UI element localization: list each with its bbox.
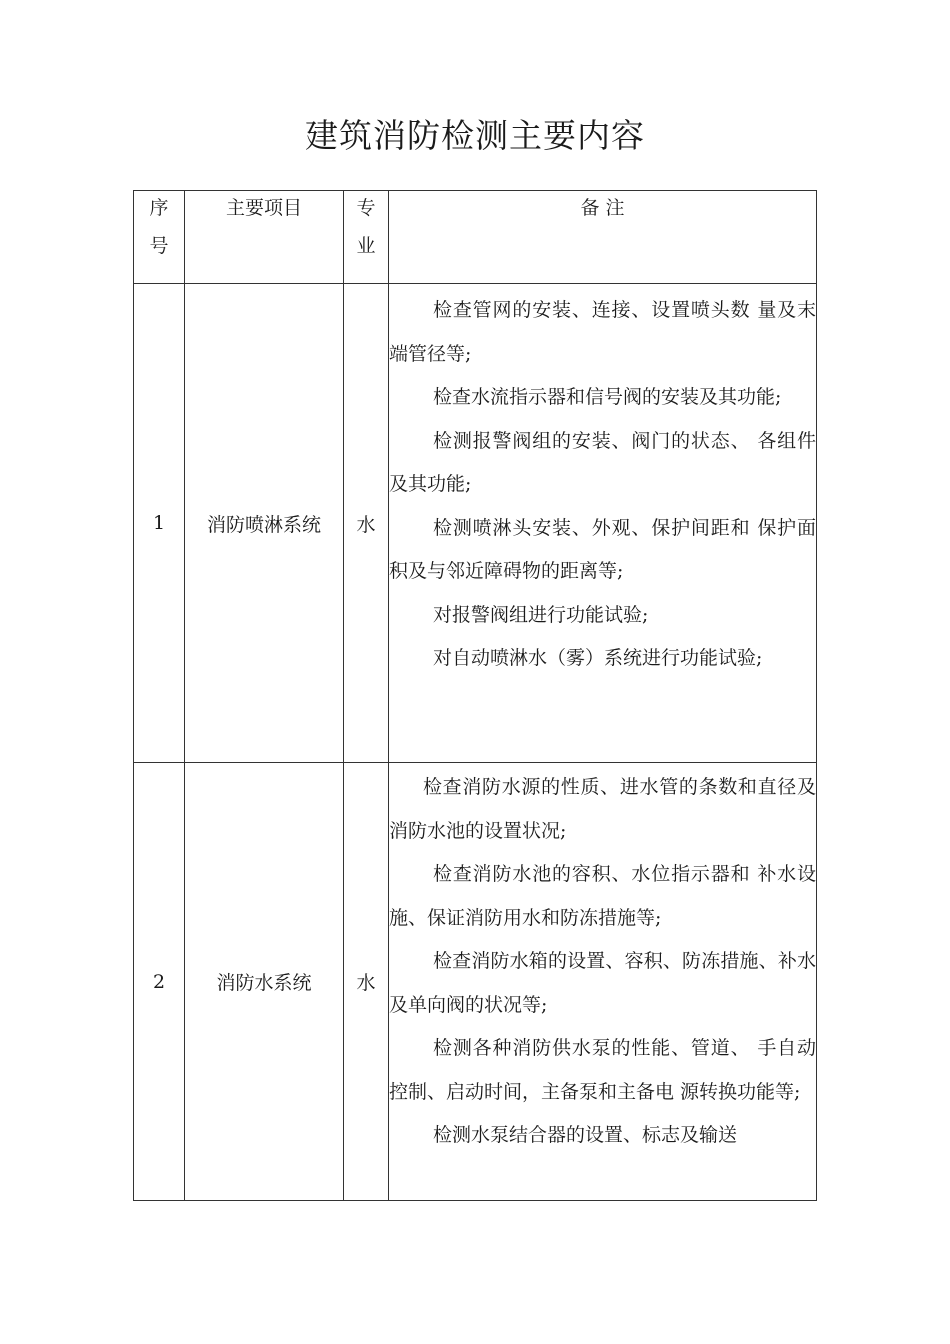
row-index: 1 [134, 284, 185, 763]
table-header-row [134, 191, 817, 284]
row-notes [389, 763, 817, 1201]
note-paragraph: 对自动喷淋水（雾）系统进行功能试验; [433, 647, 763, 669]
row-major: 水 [344, 284, 389, 763]
header-index [134, 191, 185, 284]
row-item: 消防喷淋系统 [185, 284, 344, 763]
table-row [134, 763, 817, 1201]
header-item-label: 主要项目 [225, 197, 302, 219]
row-index: 2 [134, 763, 185, 1201]
header-major [344, 191, 389, 284]
inspection-table [133, 190, 817, 1201]
note-paragraph: 检测报警阀组的安装、阀门的状态、 各组件及其功能; [389, 429, 816, 495]
note-paragraph: 检测水泵结合器的设置、标志及输送 [433, 1124, 738, 1146]
header-item [185, 191, 344, 284]
row-notes [389, 284, 817, 763]
note-paragraph: 检查消防水源的性质、进水管的条数和直径及消防水池的设置状况; [389, 776, 816, 842]
note-paragraph: 对报警阀组进行功能试验; [433, 603, 649, 626]
note-paragraph: 检查消防水池的容积、水位指示器和 补水设施、保证消防用水和防冻措施等; [389, 863, 816, 929]
header-index-line1: 序 [149, 197, 169, 219]
row-major: 水 [344, 763, 389, 1201]
note-paragraph: 检查消防水箱的设置、容积、防冻措施、补水及单向阀的状况等; [389, 950, 816, 1016]
note-paragraph: 检测各种消防供水泵的性能、管道、 手自动控制、启动时间，主备泵和主备电 源转换功能等; [389, 1037, 816, 1103]
note-paragraph: 检查管网的安装、连接、设置喷头数 量及末端管径等; [389, 299, 816, 365]
header-major-line1: 专 [356, 197, 376, 219]
table-row [134, 284, 817, 763]
header-major-line2: 业 [356, 235, 376, 257]
note-paragraph: 检测喷淋头安装、外观、保护间距和 保护面积及与邻近障碍物的距离等; [389, 516, 816, 582]
row-item: 消防水系统 [185, 763, 344, 1201]
header-notes-label: 备 注 [580, 197, 625, 219]
document-title: 建筑消防检测主要内容 [305, 116, 645, 155]
header-index-line2: 号 [149, 235, 169, 257]
header-notes [389, 191, 817, 284]
note-paragraph: 检查水流指示器和信号阀的安装及其功能; [433, 386, 782, 408]
